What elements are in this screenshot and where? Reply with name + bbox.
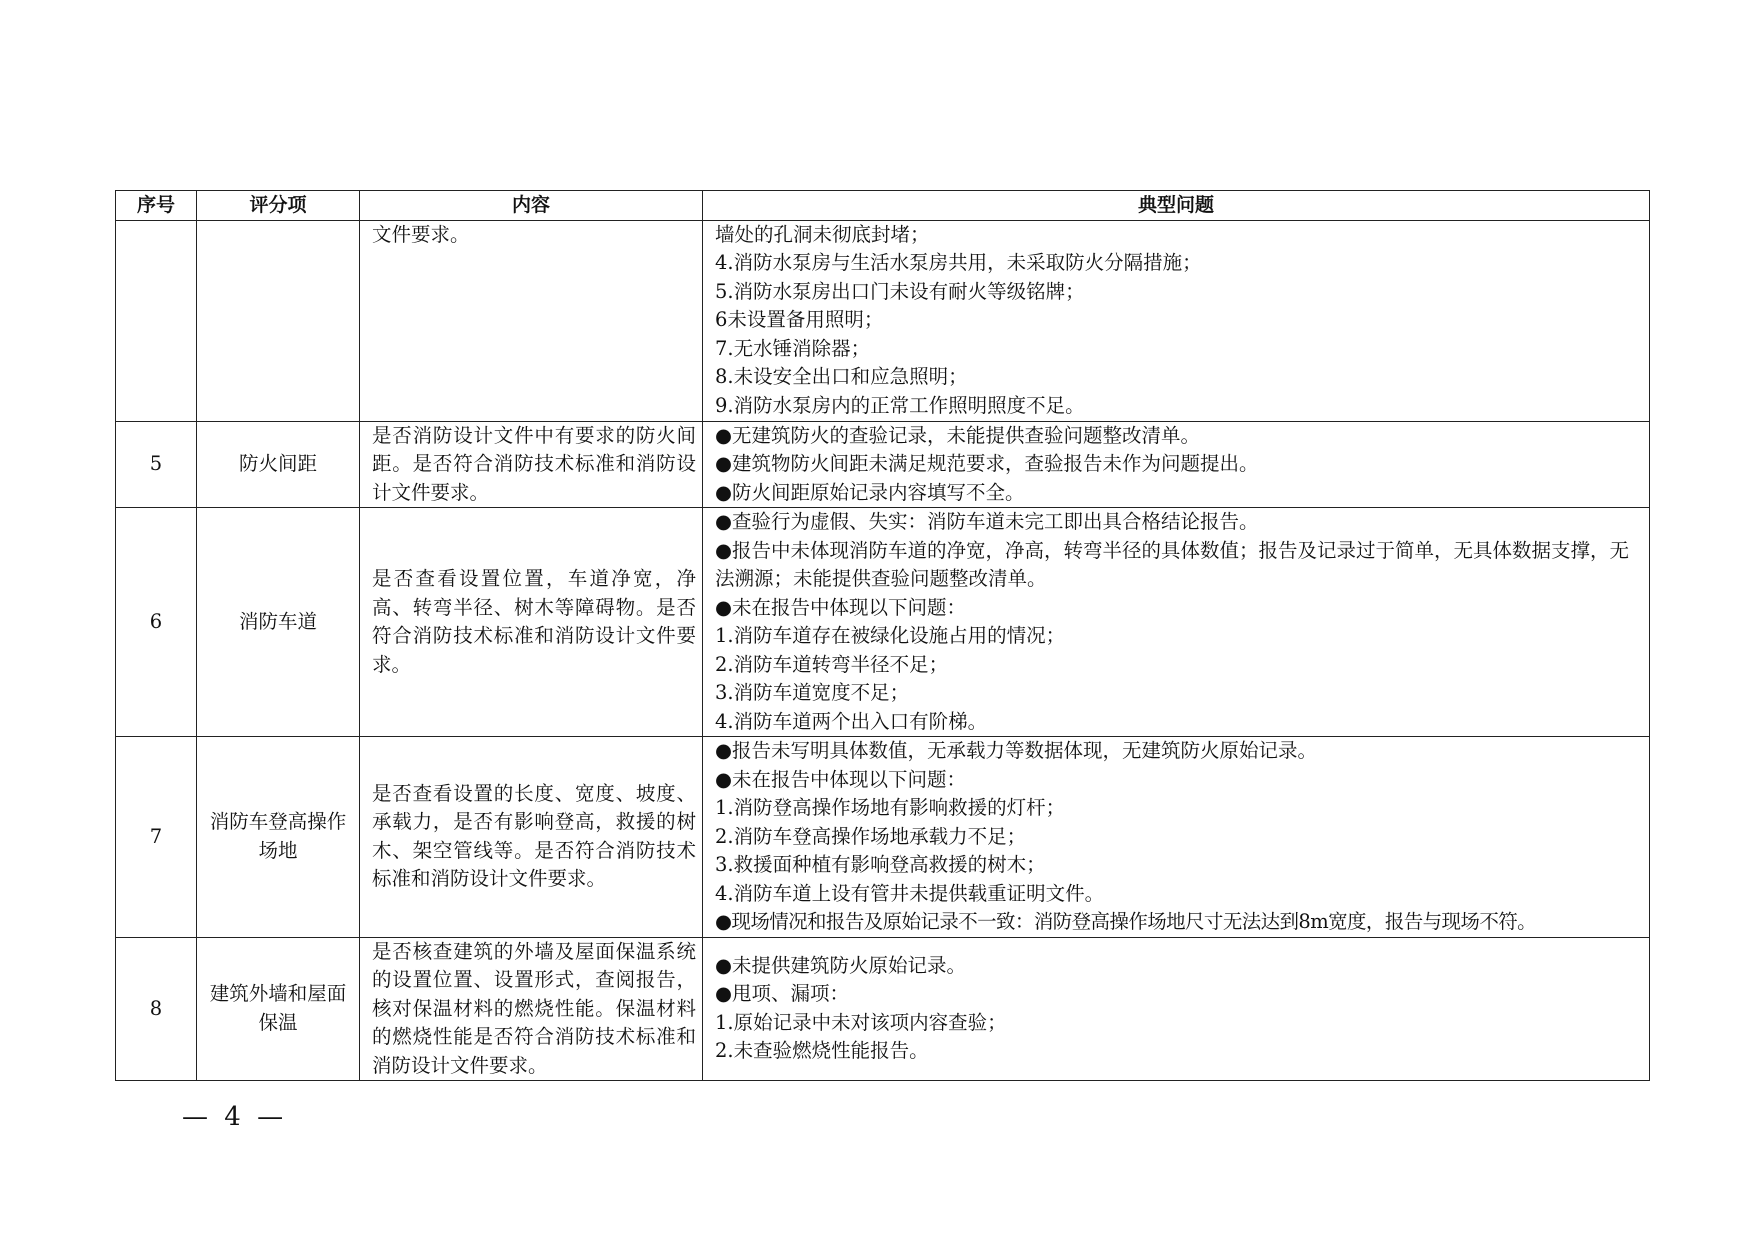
row-number: 5 — [116, 421, 197, 508]
row-issues — [703, 421, 1650, 508]
table-row — [116, 937, 1650, 1081]
row-content — [360, 737, 703, 938]
content-text: 是否消防设计文件中有要求的防火间距。是否符合消防技术标准和消防设计文件要求。 — [372, 423, 696, 504]
issue-line: ●报告未写明具体数值，无承载力等数据体现，无建筑防火原始记录。 — [715, 739, 1318, 762]
issue-line: ●报告中未体现消防车道的净宽，净高，转弯半径的具体数值；报告及记录过于简单，无具体数据支撑，无法溯源；未能提供查验问题整改清单。 — [715, 538, 1630, 590]
table-row — [116, 508, 1650, 737]
row-item: 消防车道 — [197, 508, 360, 737]
inspection-table — [115, 190, 1650, 1081]
row-number: 8 — [116, 937, 197, 1081]
page-number: — 4 — — [182, 1102, 288, 1132]
issue-line: 1.消防登高操作场地有影响救援的灯杆； — [715, 796, 1066, 819]
row-issues — [703, 508, 1650, 737]
issue-line: 4.消防车道上设有管井未提供载重证明文件。 — [715, 881, 1105, 905]
issue-line: 2.未查验燃烧性能报告。 — [715, 1039, 929, 1063]
table-row — [116, 421, 1650, 508]
issue-line: 5.消防水泵房出口门未设有耐火等级铭牌； — [715, 279, 1085, 303]
header-number: 序号 — [116, 191, 197, 221]
row-number: 7 — [116, 737, 197, 938]
issue-line: ●建筑物防火间距未满足规范要求，查验报告未作为问题提出。 — [715, 452, 1259, 475]
content-text: 是否查看设置位置，车道净宽，净高、转弯半径、树木等障碍物。是否符合消防技术标准和消防设计文件要求。 — [372, 567, 696, 676]
issue-line: ●未在报告中体现以下问题： — [715, 767, 967, 791]
header-item: 评分项 — [197, 191, 360, 221]
issue-line: ●现场情况和报告及原始记录不一致：消防登高操作场地尺寸无法达到8m宽度，报告与现场不符。 — [715, 910, 1537, 933]
issue-line: 2.消防车登高操作场地承载力不足； — [715, 824, 1027, 848]
row-number: 6 — [116, 508, 197, 737]
row-content — [360, 937, 703, 1081]
table-row — [116, 220, 1650, 421]
issue-line: ●甩项、漏项： — [715, 982, 850, 1006]
issue-line: 9.消防水泵房内的正常工作照明照度不足。 — [715, 393, 1085, 417]
row-issues — [703, 737, 1650, 938]
issue-line: 4.消防水泵房与生活水泵房共用，未采取防火分隔措施； — [715, 251, 1202, 274]
row-issues — [703, 220, 1650, 421]
content-text: 是否查看设置的长度、宽度、坡度、承载力，是否有影响登高，救援的树木、架空管线等。是否符合消防技术标准和消防设计文件要求。 — [372, 781, 696, 891]
content-text: 是否核查建筑的外墙及屋面保温系统的设置位置、设置形式，查阅报告，核对保温材料的燃烧性能。保温材料的燃烧性能是否符合消防技术标准和消防设计文件要求。 — [372, 939, 696, 1077]
row-content — [360, 508, 703, 737]
header-issues: 典型问题 — [703, 191, 1650, 221]
issue-line: 8.未设安全出口和应急照明； — [715, 365, 968, 388]
row-item — [197, 220, 360, 421]
row-item: 消防车登高操作场地 — [197, 737, 360, 938]
row-content — [360, 220, 703, 421]
header-content: 内容 — [360, 191, 703, 221]
issue-line: 4.消防车道两个出入口有阶梯。 — [715, 709, 988, 733]
issue-line: 1.原始记录中未对该项内容查验； — [715, 1010, 1007, 1034]
issue-line: 3.消防车道宽度不足； — [715, 681, 910, 704]
row-issues — [703, 937, 1650, 1081]
content-text: 文件要求。 — [372, 222, 470, 246]
issue-line: ●未在报告中体现以下问题： — [715, 595, 967, 619]
issue-line: ●无建筑防火的查验记录，未能提供查验问题整改清单。 — [715, 423, 1201, 447]
issue-line: ●未提供建筑防火原始记录。 — [715, 953, 967, 977]
issue-line: 7.无水锤消除器； — [715, 336, 871, 360]
issue-line: 2.消防车道转弯半径不足； — [715, 652, 949, 676]
issue-line: ●查验行为虚假、失实：消防车道未完工即出具合格结论报告。 — [715, 510, 1259, 533]
table-header-row — [116, 191, 1650, 221]
issue-line: 3.救援面种植有影响登高救援的树木； — [715, 853, 1046, 876]
row-item: 建筑外墙和屋面保温 — [197, 937, 360, 1081]
issue-line: 墙处的孔洞未彻底封堵； — [715, 222, 930, 246]
table-row — [116, 737, 1650, 938]
row-number — [116, 220, 197, 421]
issue-line: 1.消防车道存在被绿化设施占用的情况； — [715, 624, 1066, 647]
row-item: 防火间距 — [197, 421, 360, 508]
issue-line: ●防火间距原始记录内容填写不全。 — [715, 480, 1025, 504]
row-content — [360, 421, 703, 508]
issue-line: 6未设置备用照明； — [715, 308, 884, 331]
